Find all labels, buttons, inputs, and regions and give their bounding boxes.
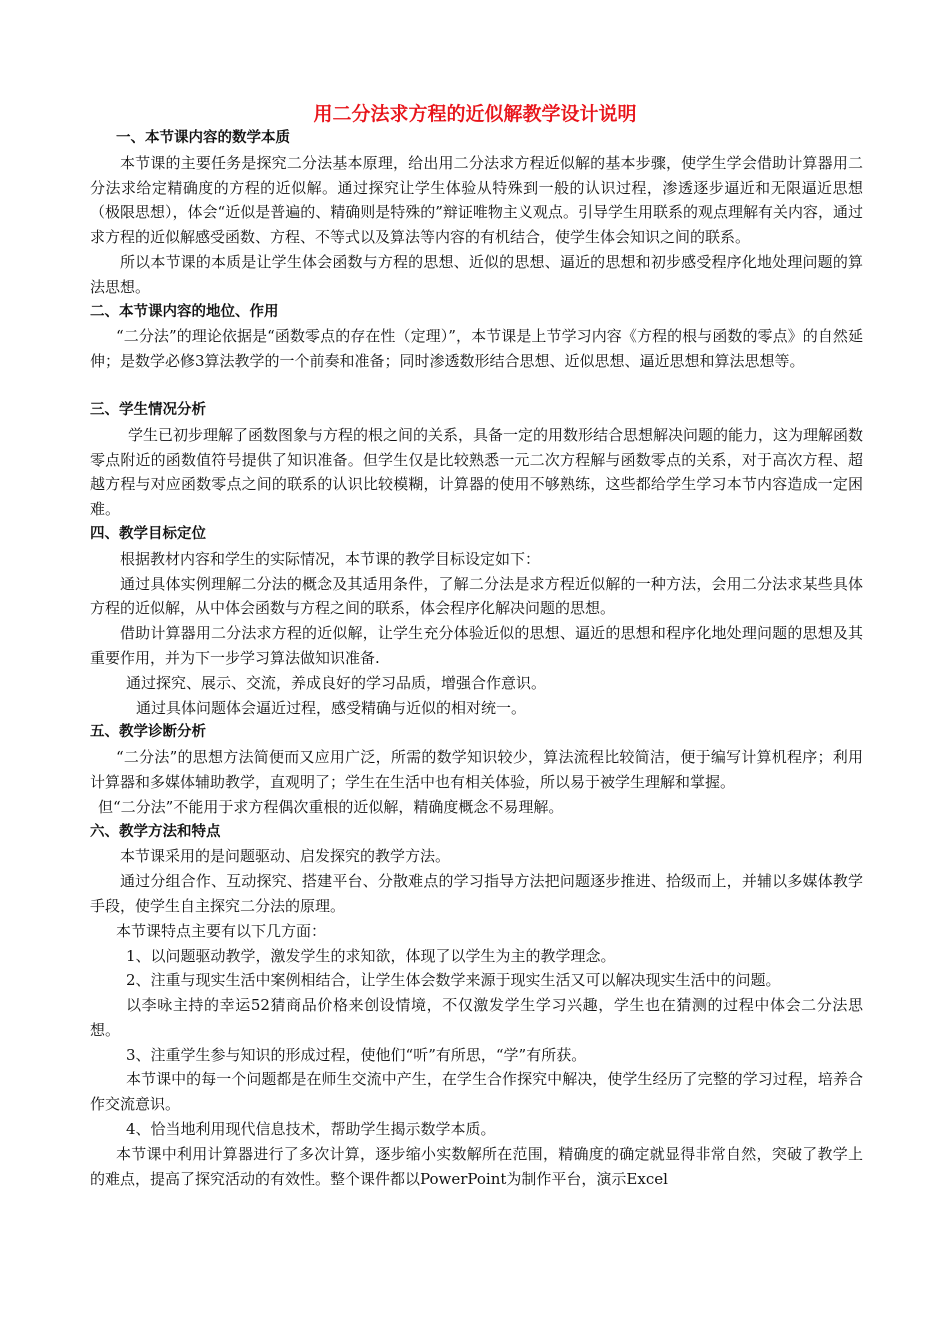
list-item: 2、注重与现实生活中案例相结合，让学生体会数学来源于现实生活又可以解决现实生活中的问题。: [126, 971, 781, 990]
paragraph: 借助计算器用二分法求方程的近似解，让学生充分体验近似的思想、逼近的思想和程序化地处理问题的思想及其重要作用，并为下一步学习算法做知识准备.: [90, 624, 863, 667]
paragraph: 学生已初步理解了函数图象与方程的根之间的关系，具备一定的用数形结合思想解决问题的能力，这为理解函数零点附近的函数值符号提供了知识准备。但学生仅是比较熟悉一元二次方程解与函数零点的关系，对于高次方程、超越方程与对应函数零点之间的联系的认识比较模糊，计算器的使用不够熟练，这些都给学生学习本节内容造成一定困难。: [90, 425, 864, 519]
section-heading-6: 六、教学方法和特点: [90, 823, 221, 840]
list-item: 3、注重学生参与知识的形成过程，使他们“听”有所思，“学”有所获。: [126, 1045, 587, 1064]
spacer: [90, 374, 863, 398]
paragraph: 通过探究、展示、交流，养成良好的学习品质，增强合作意识。: [126, 673, 547, 692]
section-heading-4: 四、教学目标定位: [90, 525, 206, 542]
section-heading-1: 一、本节课内容的数学本质: [116, 130, 290, 146]
paragraph: “二分法”的思想方法简便而又应用广泛，所需的数学知识较少，算法流程比较简洁，便于编写计算机程序；利用计算器和多媒体辅助教学，直观明了；学生在生活中也有相关体验，所以易于被学生理解和掌握。: [90, 748, 863, 791]
paragraph: 通过具体实例理解二分法的概念及其适用条件，了解二分法是求方程近似解的一种方法，会用二分法求某些具体方程的近似解，从中体会函数与方程之间的联系，体会程序化解决问题的思想。: [90, 574, 863, 618]
document-title: 用二分法求方程的近似解教学设计说明: [313, 103, 637, 125]
paragraph: 本节课采用的是问题驱动、启发探究的教学方法。: [120, 847, 451, 866]
paragraph: “二分法”的理论依据是“函数零点的存在性（定理）”，本节课是上节学习内容《方程的根与函数的零点》的自然延伸；是数学必修3算法教学的一个前奏和准备；同时渗透数形结合思想、近似思想、逼近思想和算法思想等。: [90, 327, 863, 371]
section-heading-3: 三、学生情况分析: [90, 401, 206, 418]
paragraph: 通过具体问题体会逼近过程，感受精确与近似的相对统一。: [136, 698, 527, 717]
document-body: [90, 126, 863, 1191]
paragraph: 但“二分法”不能用于求方程偶次重根的近似解，精确度概念不易理解。: [98, 797, 564, 816]
paragraph: 本节课中利用计算器进行了多次计算，逐步缩小实数解所在范围，精确度的确定就显得非常自然，突破了教学上的难点，提高了探究活动的有效性。整个课件都以PowerPoint为制作平台，演示Excel: [90, 1144, 863, 1188]
list-item: 1、以问题驱动教学，激发学生的求知欲，体现了以学生为主的教学理念。: [126, 946, 616, 965]
paragraph: 所以本节课的本质是让学生体会函数与方程的思想、近似的思想、逼近的思想和初步感受程序化地处理问题的算法思想。: [90, 252, 863, 296]
paragraph: 本节课特点主要有以下几方面：: [116, 921, 327, 940]
section-heading-5: 五、教学诊断分析: [90, 724, 206, 741]
list-item: 4、恰当地利用现代信息技术，帮助学生揭示数学本质。: [126, 1120, 496, 1139]
paragraph: 本节课中的每一个问题都是在师生交流中产生，在学生合作探究中解决，使学生经历了完整的学习过程，培养合作交流意识。: [90, 1070, 863, 1114]
paragraph: 根据教材内容和学生的实际情况，本节课的教学目标设定如下：: [120, 549, 541, 568]
section-heading-2: 二、本节课内容的地位、作用: [90, 303, 279, 320]
paragraph: 通过分组合作、互动探究、搭建平台、分散难点的学习指导方法把问题逐步推进、拾级而上，并辅以多媒体教学手段，使学生自主探究二分法的原理。: [90, 872, 863, 915]
paragraph: 本节课的主要任务是探究二分法基本原理，给出用二分法求方程近似解的基本步骤，使学生学会借助计算器用二分法求给定精确度的方程的近似解。通过探究让学生体验从特殊到一般的认识过程，渗透逐步逼近和无限逼近思想（极限思想），体会“近似是普遍的、精确则是特殊的”辩证唯物主义观点。引导学生用联系的观点理解有关内容，通过求方程的近似解感受函数、方程、不等式以及算法等内容的有机结合，使学生体会知识之间的联系。: [90, 153, 863, 247]
paragraph: 以李咏主持的幸运52猜商品价格来创设情境，不仅激发学生学习兴趣，学生也在猜测的过程中体会二分法思想。: [90, 996, 863, 1039]
